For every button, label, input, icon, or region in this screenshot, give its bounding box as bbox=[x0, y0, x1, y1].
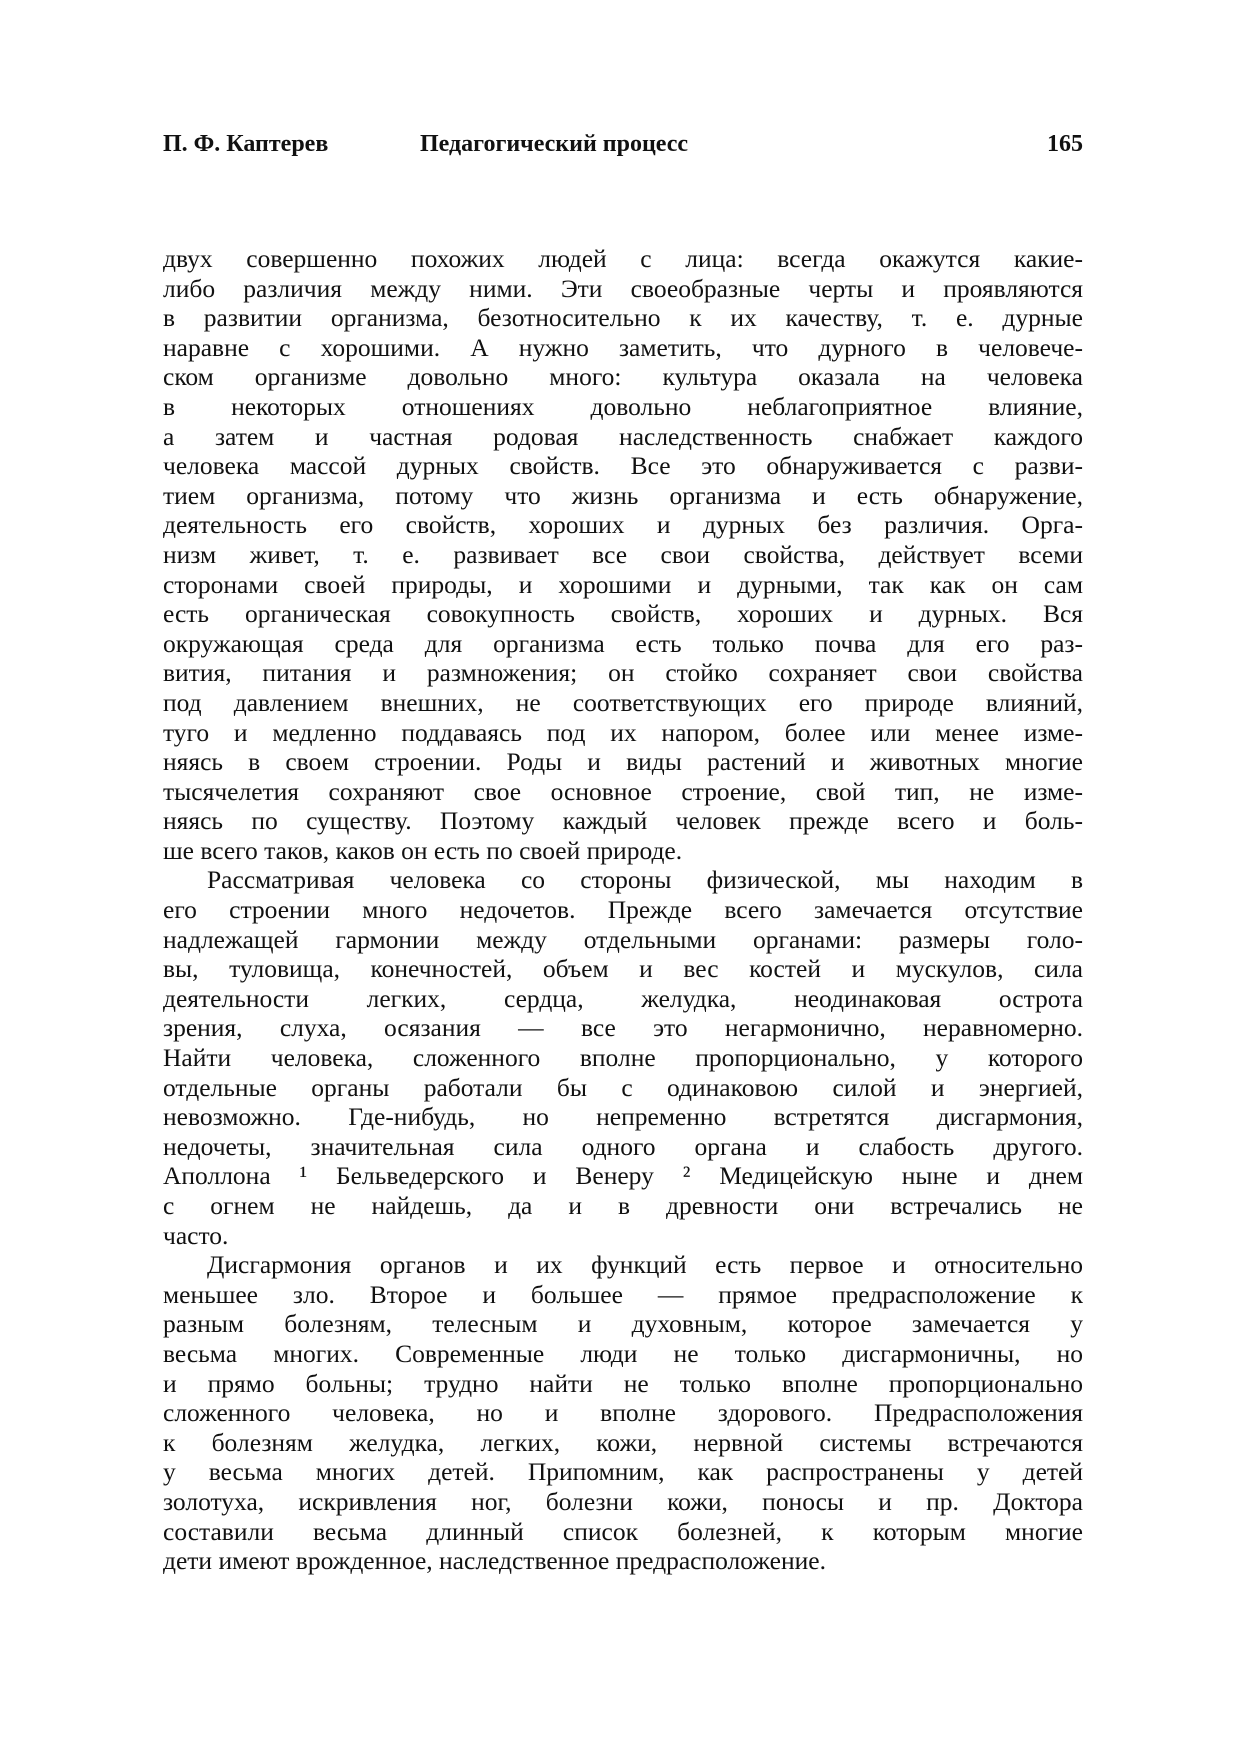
text-line: часто. bbox=[163, 1220, 229, 1250]
text-line: няясь в своем строении. Роды и виды растений и животных многие bbox=[163, 747, 1083, 777]
text-line: Найти человека, сложенного вполне пропорционально, у которого bbox=[163, 1043, 1083, 1073]
text-line: в развитии организма, безотносительно к их качеству, т. е. дурные bbox=[163, 303, 1083, 333]
text-line: человека массой дурных свойств. Все это обнаруживается с разви- bbox=[163, 451, 1083, 481]
text-line: надлежащей гармонии между отдельными органами: размеры голо- bbox=[163, 924, 1083, 954]
text-line: весьма многих. Современные люди не только дисгармоничны, но bbox=[163, 1338, 1083, 1368]
text-line: сторонами своей природы, и хорошими и дурными, так как он сам bbox=[163, 569, 1083, 599]
header-author: П. Ф. Каптерев bbox=[163, 131, 329, 157]
text-line: его строении много недочетов. Прежде всего замечается отсутствие bbox=[163, 895, 1083, 925]
paragraph bbox=[163, 865, 1083, 1250]
text-line: золотуха, искривления ног, болезни кожи, поносы и пр. Доктора bbox=[163, 1486, 1083, 1516]
text-line: низм живет, т. е. развивает все свои свойства, действует всеми bbox=[163, 539, 1083, 569]
text-line: окружающая среда для организма есть только почва для его раз- bbox=[163, 628, 1083, 658]
text-line: либо различия между ними. Эти своеобразные черты и проявляются bbox=[163, 273, 1083, 303]
paragraph bbox=[163, 244, 1083, 865]
text-line: с огнем не найдешь, да и в древности они встречались не bbox=[163, 1191, 1083, 1220]
text-line: недочеты, значительная сила одного органа и слабость другого. bbox=[163, 1131, 1083, 1161]
text-line: составили весьма длинный список болезней, к которым многие bbox=[163, 1516, 1083, 1546]
text-line: и прямо больны; трудно найти не только вполне пропорционально bbox=[163, 1368, 1083, 1398]
page-number: 165 bbox=[1047, 131, 1083, 157]
text-line: Аполлона ¹ Бельведерского и Венеру ² Медицейскую ныне и днем bbox=[163, 1161, 1083, 1191]
text-line: тысячелетия сохраняют свое основное строение, свой тип, не изме- bbox=[163, 776, 1083, 806]
text-line: двух совершенно похожих людей с лица: всегда окажутся какие- bbox=[163, 244, 1083, 273]
text-line: вы, туловища, конечностей, объем и вес костей и мускулов, сила bbox=[163, 954, 1083, 984]
body-text bbox=[163, 244, 1083, 1576]
text-line: ше всего таков, каков он есть по своей природе. bbox=[163, 835, 683, 865]
text-line: есть органическая совокупность свойств, хороших и дурных. Вся bbox=[163, 599, 1083, 629]
text-line: невозможно. Где-нибудь, но непременно встретятся дисгармония, bbox=[163, 1102, 1083, 1132]
text-line: ском организме довольно много: культура оказала на человека bbox=[163, 362, 1083, 392]
text-line: в некоторых отношениях довольно неблагоприятное влияние, bbox=[163, 391, 1083, 421]
text-line: Дисгармония органов и их функций есть первое и относительно bbox=[207, 1250, 1083, 1280]
header-title: Педагогический процесс bbox=[420, 131, 689, 157]
text-line: а затем и частная родовая наследственность снабжает каждого bbox=[163, 421, 1083, 451]
text-line: под давлением внешних, не соответствующих его природе влияний, bbox=[163, 687, 1083, 717]
text-line: у весьма многих детей. Припомним, как распространены у детей bbox=[163, 1457, 1083, 1487]
text-line: разным болезням, телесным и духовным, которое замечается у bbox=[163, 1309, 1083, 1339]
text-line: деятельности легких, сердца, желудка, неодинаковая острота bbox=[163, 983, 1083, 1013]
text-line: дети имеют врожденное, наследственное предрасположение. bbox=[163, 1546, 826, 1576]
text-line: наравне с хорошими. А нужно заметить, что дурного в человече- bbox=[163, 332, 1083, 362]
text-line: тием организма, потому что жизнь организма и есть обнаружение, bbox=[163, 480, 1083, 510]
text-line: деятельность его свойств, хороших и дурных без различия. Орга- bbox=[163, 510, 1083, 540]
text-line: к болезням желудка, легких, кожи, нервной системы встречаются bbox=[163, 1427, 1083, 1457]
text-line: туго и медленно поддаваясь под их напором, более или менее изме- bbox=[163, 717, 1083, 747]
running-head bbox=[163, 126, 1083, 162]
text-line: отдельные органы работали бы с одинаковою силой и энергией, bbox=[163, 1072, 1083, 1102]
text-line: няясь по существу. Поэтому каждый человек прежде всего и боль- bbox=[163, 806, 1083, 836]
text-line: вития, питания и размножения; он стойко сохраняет свои свойства bbox=[163, 658, 1083, 688]
text-line: меньшее зло. Второе и большее — прямое предрасположение к bbox=[163, 1279, 1083, 1309]
paragraph bbox=[163, 1250, 1083, 1576]
text-line: Рассматривая человека со стороны физической, мы находим в bbox=[207, 865, 1083, 895]
text-line: зрения, слуха, осязания — все это негармонично, неравномерно. bbox=[163, 1013, 1083, 1043]
text-line: сложенного человека, но и вполне здорового. Предрасположения bbox=[163, 1398, 1083, 1428]
